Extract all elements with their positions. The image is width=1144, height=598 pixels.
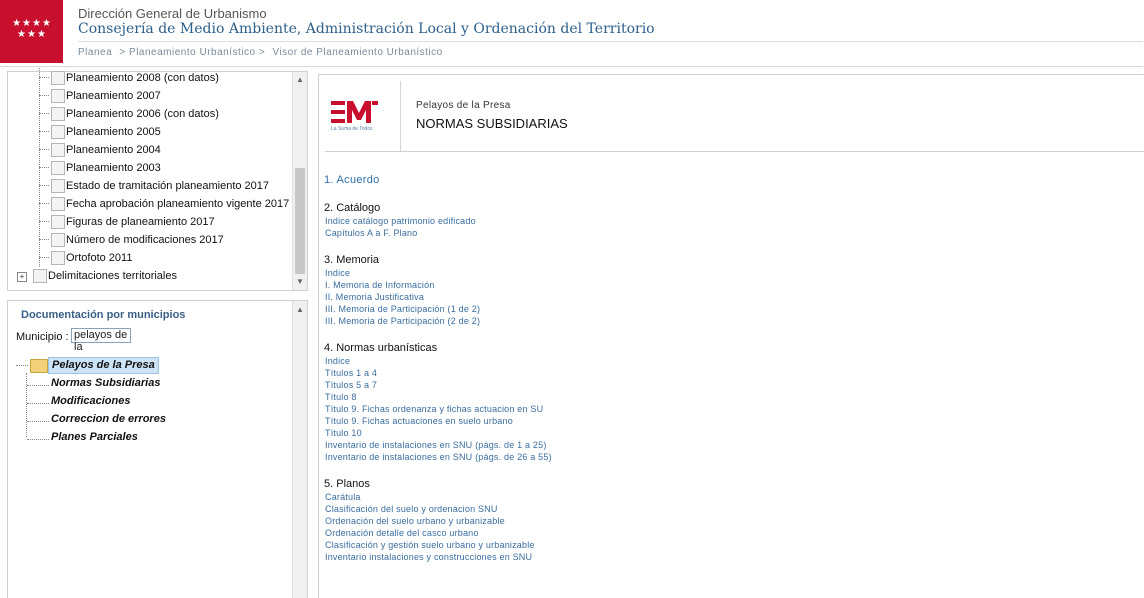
documentation-panel [7,300,308,598]
section-title: 5. Planos [324,478,370,490]
document-type-item[interactable]: Modificaciones [51,395,131,407]
tree-line [27,403,49,404]
document-link[interactable]: Inventario de instalaciones en SNU (págs. de 1 a 25) [325,440,547,450]
header-subtitle: Consejería de Medio Ambiente, Administración Local y Ordenación del Territorio [78,21,655,37]
layers-tree-panel [7,71,308,291]
document-link[interactable]: Indice catálogo patrimonio edificado [325,216,476,226]
layer-checkbox[interactable] [51,233,65,247]
document-link[interactable]: Título 9. Fichas ordenanza y fichas actuacion en SU [325,404,544,414]
tree-layer-item[interactable] [8,231,288,249]
layer-checkbox[interactable] [51,161,65,175]
municipality-name: Pelayos de la Presa [416,100,511,111]
selected-municipality[interactable]: Pelayos de la Presa [48,357,159,374]
tree-line [39,185,49,186]
tree-layer-item[interactable] [8,105,288,123]
page-header [0,0,1143,67]
layer-label: Planeamiento 2007 [66,90,161,102]
document-link[interactable]: Capítulos A a F. Plano [325,228,418,238]
layer-checkbox[interactable] [51,179,65,193]
layer-label: Número de modificaciones 2017 [66,234,224,246]
scroll-up-icon[interactable]: ▲ [296,305,304,314]
tree-layer-item[interactable] [8,123,288,141]
documentation-scrollbar[interactable] [292,301,307,598]
document-title: NORMAS SUBSIDIARIAS [416,116,568,131]
tree-line [39,113,49,114]
tree-line [39,239,49,240]
comunidad-madrid-brand-logo [331,99,381,133]
folder-icon [30,359,48,373]
document-link[interactable]: Título 10 [325,428,362,438]
tree-line [16,365,28,366]
tree-line [27,385,49,386]
tree-layer-item[interactable] [8,141,288,159]
layer-checkbox[interactable] [51,107,65,121]
breadcrumb-planea[interactable]: Planea [78,47,113,58]
content-divider [325,151,1144,152]
document-link[interactable]: Clasificación del suelo y ordenacion SNU [325,504,498,514]
scroll-down-icon[interactable]: ▼ [296,277,304,286]
tree-line [39,257,49,258]
em-logo-icon [331,99,379,125]
documentation-title: Documentación por municipios [21,309,186,321]
layer-checkbox[interactable] [33,269,47,283]
document-link[interactable]: Títulos 1 a 4 [325,368,378,378]
tree-line [27,439,49,440]
layer-checkbox[interactable] [51,143,65,157]
section-title: 2. Catálogo [324,202,381,214]
document-viewer [318,74,1144,598]
layer-checkbox[interactable] [51,251,65,265]
layer-checkbox[interactable] [51,125,65,139]
document-link[interactable]: Indice [325,268,351,278]
document-link[interactable]: Indice [325,356,351,366]
comunidad-madrid-logo[interactable] [0,0,63,63]
layer-label: Figuras de planeamiento 2017 [66,216,215,228]
header-title: Dirección General de Urbanismo [78,6,267,21]
document-link[interactable]: Título 8 [325,392,357,402]
document-type-item[interactable]: Correccion de errores [51,413,166,425]
tree-line [39,95,49,96]
section-title: 3. Memoria [324,254,380,266]
breadcrumb-visor[interactable]: Visor de Planeamiento Urbanístico [272,47,443,58]
document-link[interactable]: Inventario de instalaciones en SNU (págs. de 26 a 55) [325,452,552,462]
layer-label: Planeamiento 2006 (con datos) [66,108,219,120]
document-link[interactable]: Carátula [325,492,361,502]
layer-label: Ortofoto 2011 [66,252,133,264]
breadcrumb [78,47,447,58]
layer-label: Fecha aprobación planeamiento vigente 2017 [66,198,290,210]
expand-icon[interactable]: + [17,272,27,282]
layer-label: Planeamiento 2008 (con datos) [66,72,219,84]
document-link[interactable]: Títulos 5 a 7 [325,380,378,390]
tree-line [39,131,49,132]
tree-scrollbar[interactable] [292,72,307,290]
section-title: 4. Normas urbanísticas [324,342,438,354]
document-link[interactable]: III. Memoria de Participación (1 de 2) [325,304,481,314]
tree-layer-item[interactable] [8,195,288,213]
tree-layer-item[interactable] [8,159,288,177]
breadcrumb-planeamiento[interactable]: > Planeamiento Urbanístico > [119,47,266,58]
document-link[interactable]: I. Memoria de Información [325,280,435,290]
scroll-up-icon[interactable]: ▲ [296,75,304,84]
logo-tagline: La Suma de Todos [331,126,373,132]
document-link[interactable]: Ordenación detalle del casco urbano [325,528,479,538]
layer-checkbox[interactable] [51,197,65,211]
document-link[interactable]: Inventario instalaciones y construcciones en SNU [325,552,533,562]
layer-label: Planeamiento 2005 [66,126,161,138]
layer-label: Planeamiento 2003 [66,162,161,174]
document-type-item[interactable]: Planes Parciales [51,431,138,443]
tree-line [26,373,27,437]
document-link[interactable]: Ordenación del suelo urbano y urbanizable [325,516,505,526]
layer-checkbox[interactable] [51,71,65,85]
link-acuerdo[interactable]: 1. Acuerdo [324,174,380,186]
tree-layer-item[interactable] [8,69,288,87]
tree-line [27,421,49,422]
municipio-input[interactable]: pelayos de la [71,328,131,343]
tree-line [39,149,49,150]
document-link[interactable]: II. Memoria Justificativa [325,292,425,302]
tree-line [39,221,49,222]
layer-label: Delimitaciones territoriales [48,270,177,282]
municipio-label: Municipio : [16,331,69,343]
layer-label: Estado de tramitación planeamiento 2017 [66,180,270,192]
tree-line [39,77,49,78]
tree-layer-item[interactable] [8,87,288,105]
header-separator [400,81,401,151]
tree-layer-item[interactable] [8,249,288,267]
header-divider [78,41,1143,42]
layer-checkbox[interactable] [51,215,65,229]
document-link[interactable]: Título 9. Fichas actuaciones en suelo urbano [325,416,513,426]
tree-group-delimitaciones[interactable] [8,267,288,285]
layer-label: Planeamiento 2004 [66,144,161,156]
tree-line [39,203,49,204]
stars-icon: ★★★★ ★★★ [12,18,52,40]
document-link[interactable]: Clasificación y gestión suelo urbano y urbanizable [325,540,535,550]
tree-layer-item[interactable] [8,213,288,231]
document-link[interactable]: III. Memoria de Participación (2 de 2) [325,316,481,326]
scroll-thumb[interactable] [295,168,305,274]
tree-layer-item[interactable] [8,177,288,195]
tree-line [39,167,49,168]
document-type-item[interactable]: Normas Subsidiarias [51,377,161,389]
layer-checkbox[interactable] [51,89,65,103]
